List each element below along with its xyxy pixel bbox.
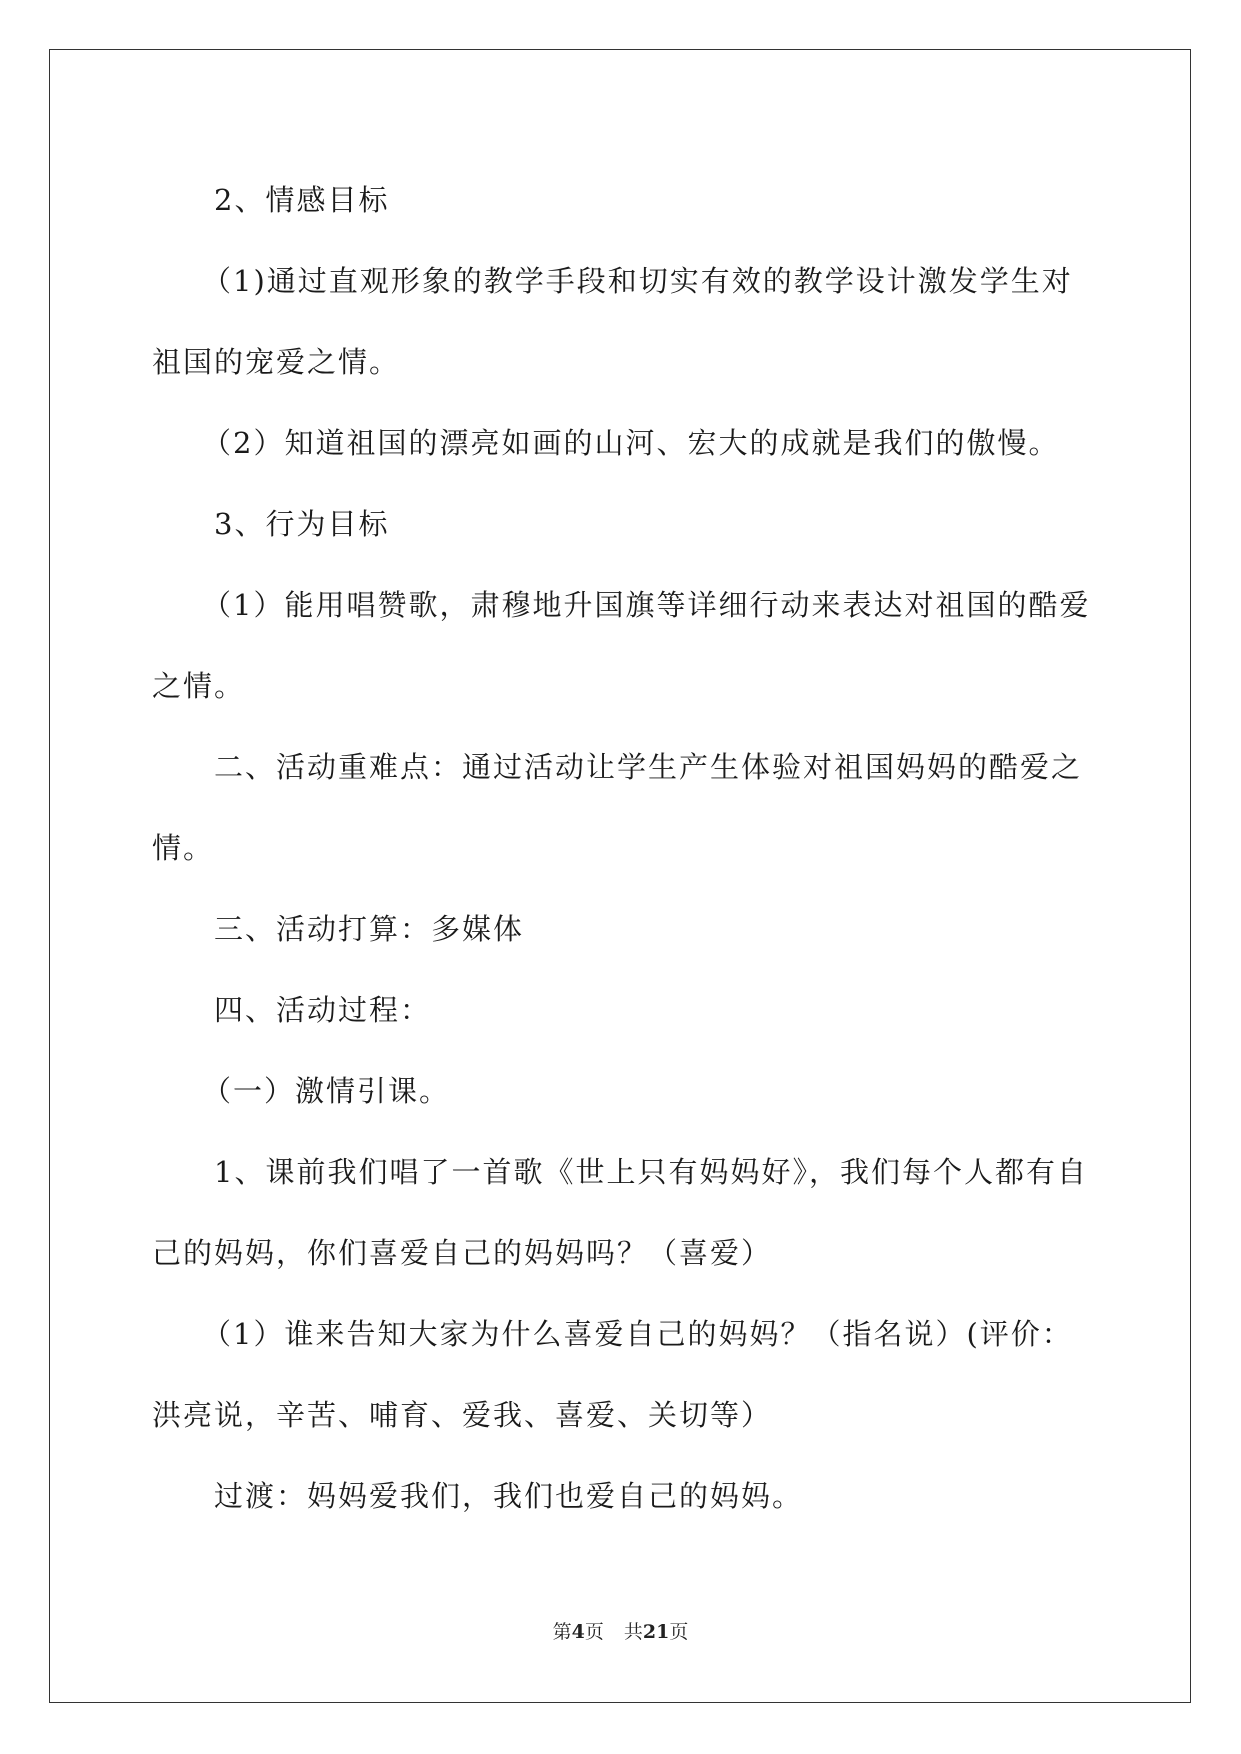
paragraph: 2、情感目标	[214, 183, 390, 217]
paragraph: （1)通过直观形象的教学手段和切实有效的教学设计激发学生对祖国的宠爱之情。	[152, 264, 1073, 379]
paragraph: 三、活动打算：多媒体	[214, 912, 525, 946]
paragraph: （2）知道祖国的漂亮如画的山河、宏大的成就是我们的傲慢。	[202, 426, 1060, 460]
document-body	[152, 160, 1092, 1537]
paragraph: 过渡：妈妈爱我们，我们也爱自己的妈妈。	[214, 1479, 804, 1513]
footer-prefix: 第	[552, 1621, 572, 1643]
paragraph: 3、行为目标	[214, 507, 390, 541]
paragraph: （一）激情引课。	[202, 1074, 451, 1108]
paragraph: 1、课前我们唱了一首歌《世上只有妈妈好》，我们每个人都有自己的妈妈，你们喜爱自己的妈妈吗？（喜爱）	[152, 1155, 1088, 1270]
footer-total-suffix: 页	[669, 1621, 689, 1643]
paragraph: （1）谁来告知大家为什么喜爱自己的妈妈？（指名说）(评价：洪亮说，辛苦、哺育、爱我、喜爱、关切等）	[152, 1317, 1073, 1432]
paragraph: 四、活动过程：	[214, 993, 432, 1027]
footer-total-prefix: 共	[623, 1621, 643, 1643]
page-number: 4	[571, 1621, 585, 1643]
footer-page-suffix: 页	[584, 1621, 604, 1643]
paragraph: （1）能用唱赞歌，肃穆地升国旗等详细行动来表达对祖国的酷爱之情。	[152, 588, 1091, 703]
total-pages: 21	[642, 1621, 670, 1643]
paragraph: 二、活动重难点：通过活动让学生产生体验对祖国妈妈的酷爱之情。	[152, 750, 1083, 865]
page-footer	[0, 1617, 1241, 1644]
